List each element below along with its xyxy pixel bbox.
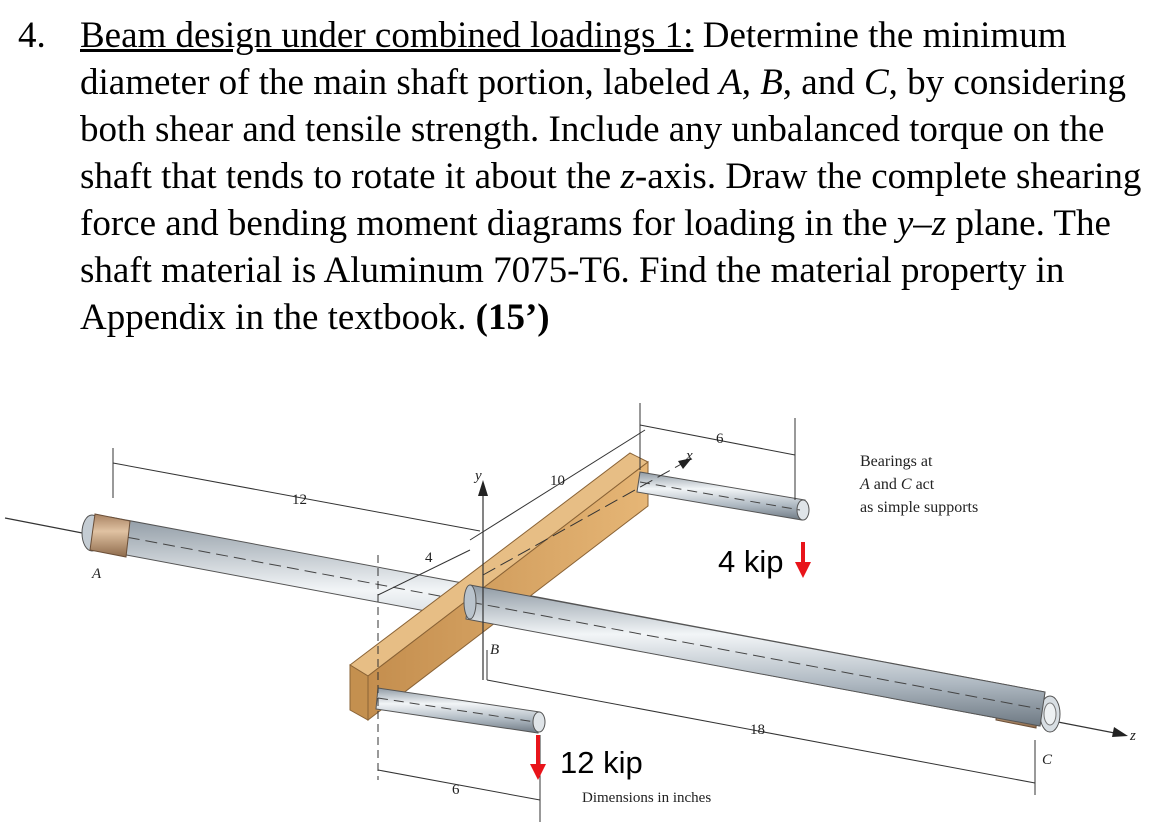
bearings-note-line3: as simple supports <box>860 499 979 516</box>
dim-18: 18 <box>750 722 765 738</box>
bearings-note-act: act <box>911 476 935 493</box>
problem-label-b: B <box>760 62 783 103</box>
problem-label-a: A <box>719 62 742 103</box>
problem-dash: – <box>913 203 932 244</box>
problem-text-4: plane. The shaft material is Aluminum 7075-T6. Find the material property in Appendix in the textbook. <box>80 203 1111 338</box>
shaft-end-c <box>1044 703 1056 725</box>
label-a: A <box>92 566 102 582</box>
bearing-a <box>90 514 130 557</box>
units-note: Dimensions in inches <box>582 790 712 806</box>
lower-pin-end <box>533 712 545 732</box>
load-arrow-4kip-head <box>795 562 811 578</box>
problem-text-2: , by considering both shear and tensile strength. Include any unbalanced torque on the shaft that tends to rotate it about the <box>80 62 1127 197</box>
dim-12: 12 <box>292 492 307 508</box>
hub-b <box>464 585 476 619</box>
problem-text-3: -axis. Draw the complete shearing force and bending moment diagrams for loading in the <box>80 156 1142 244</box>
bearings-note-c: C <box>900 476 912 493</box>
problem-axis-z: z <box>620 156 635 197</box>
dim-10: 10 <box>550 473 565 489</box>
dim-4: 4 <box>425 550 433 566</box>
label-c: C <box>1042 752 1053 768</box>
bearings-note-line1: Bearings at <box>860 453 933 470</box>
dim-6-top: 6 <box>716 431 724 447</box>
bearings-note <box>860 450 978 519</box>
load-arrow-12kip-head <box>530 764 546 780</box>
bearings-note-line2 <box>860 473 978 496</box>
problem-title: Beam design under combined loadings 1: <box>80 15 694 56</box>
bearings-note-and: and <box>869 476 901 493</box>
dim-6-bottom: 6 <box>452 782 460 798</box>
problem-sep-1: , <box>741 62 761 103</box>
axis-y-label: y <box>475 468 482 484</box>
bearings-note-a: A <box>860 476 870 493</box>
problem-number: 4. <box>18 15 46 56</box>
problem-plane-y: y <box>896 203 914 244</box>
load-12kip-label: 12 kip <box>560 745 643 780</box>
load-4kip-label: 4 kip <box>718 544 784 579</box>
problem-sep-2: , and <box>782 62 864 103</box>
axis-x-label: x <box>686 448 693 464</box>
label-b: B <box>490 642 500 658</box>
z-axis-arrowhead <box>1112 727 1128 737</box>
problem-text-1: Determine the minimum diameter of the main shaft portion, labeled <box>80 15 1067 103</box>
axis-z-label: z <box>1130 728 1136 744</box>
problem-label-c: C <box>863 62 889 103</box>
problem-plane-z: z <box>931 203 947 244</box>
problem-points: (15’) <box>475 297 550 338</box>
